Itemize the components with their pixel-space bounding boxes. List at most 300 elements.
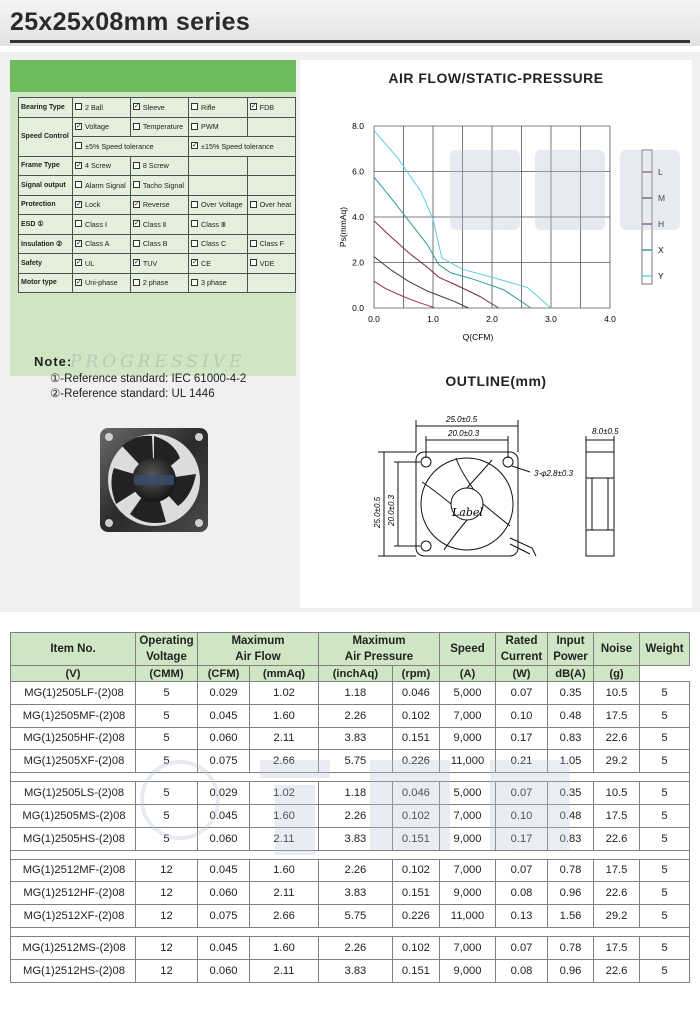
spec-row [19,195,296,215]
table-cell: 9,000 [440,727,496,750]
empty-box-icon [191,279,198,286]
legend-label: X [658,245,664,255]
checked-box-icon [75,240,82,247]
table-cell: 5 [136,827,198,850]
table-cell: 5 [136,682,198,705]
outline-hole [421,541,431,551]
spec-cell [73,137,189,157]
table-cell: 0.96 [548,882,594,905]
spec-label: Insulation ② [19,234,73,254]
spec-option-label: Alarm Signal [85,180,126,190]
table-cell: 2.11 [250,882,319,905]
checked-box-icon [133,220,140,227]
empty-box-icon [133,279,140,286]
header-line: Air Pressure [344,651,414,663]
model-number: MG(1)2512MS-(2)08 [11,936,136,959]
title-bar [0,0,700,46]
airflow-pressure-chart [300,90,692,350]
header-line: Current [500,651,543,663]
spec-cell [247,215,295,235]
table-cell: 0.151 [392,959,439,982]
table-cell: 2.26 [318,704,392,727]
spec-option-label: CE [201,258,212,268]
table-cell: 5 [136,750,198,773]
checked-box-icon [75,259,82,266]
table-cell: 0.226 [392,750,439,773]
legend-label: Y [658,271,664,281]
model-number: MG(1)2512HF-(2)08 [11,882,136,905]
checked-box-icon [75,279,82,286]
spec-row [19,254,296,274]
spec-cell [189,273,248,293]
outline-title: OUTLINE(mm) [445,373,547,389]
spec-option-label: Sleeve [142,102,165,112]
gap-cell [11,850,690,859]
x-tick-label: 1.0 [427,314,439,324]
table-cell: 0.83 [548,727,594,750]
x-axis-label: Q(CFM) [462,332,494,342]
spec-cell [73,117,131,137]
table-cell: 7,000 [440,936,496,959]
unit-cell: (V) [11,666,136,682]
spec-label: Signal output [19,176,73,196]
table-cell: 22.6 [594,727,640,750]
table-cell: 9,000 [440,959,496,982]
empty-box-icon [191,201,198,208]
spec-label: Safety [19,254,73,274]
spec-cell [73,273,131,293]
table-cell: 17.5 [594,936,640,959]
table-cell: 5 [640,782,690,805]
checked-box-icon [75,162,82,169]
spec-option-label: Tacho Signal [142,180,184,190]
col-pressure [318,633,439,666]
unit-cell: (A) [440,666,496,682]
dim-outer-width: 25.0±0.5 [446,415,478,424]
table-row [11,704,690,727]
spec-option-label: 3 phase [201,278,227,288]
table-cell: 17.5 [594,804,640,827]
spec-label: ESD ① [19,215,73,235]
table-cell: 0.151 [392,882,439,905]
table-cell: 5.75 [318,905,392,928]
unit-cell: (CFM) [198,666,250,682]
spec-option-label: 2 Ball [85,102,103,112]
table-cell: 0.046 [392,782,439,805]
spec-cell [247,176,295,196]
spec-cell [130,156,188,176]
table-cell: 0.17 [496,727,548,750]
table-cell: 11,000 [440,905,496,928]
spec-cell [130,234,188,254]
legend-label: M [658,193,666,203]
spec-label: Bearing Type [19,98,73,118]
title-divider [10,40,690,43]
spec-cell [73,215,131,235]
table-cell: 5,000 [440,782,496,805]
table-cell: 10.5 [594,782,640,805]
model-table [10,632,690,983]
table-cell: 1.02 [250,782,319,805]
dim-inner-height: 20.0±0.3 [387,494,396,526]
table-cell: 1.05 [548,750,594,773]
table-cell: 3.83 [318,727,392,750]
spec-table [18,97,296,293]
spec-cell [189,215,248,235]
table-cell: 9,000 [440,827,496,850]
outline-blades [422,458,510,550]
spec-label: Protection [19,195,73,215]
spec-row [19,98,296,118]
spec-row [19,273,296,293]
spec-cell [247,195,295,215]
table-cell: 2.26 [318,859,392,882]
legend-label: H [658,219,665,229]
y-tick-label: 4.0 [352,212,364,222]
table-cell: 0.78 [548,859,594,882]
y-tick-label: 2.0 [352,257,364,268]
spec-option-label: Rifle [201,102,216,112]
group-gap-row [11,773,690,782]
spec-cell [247,273,295,293]
unit-cell: (W) [496,666,548,682]
header-line: Operating [139,635,194,647]
spec-cell [73,195,131,215]
table-cell: 3.83 [318,882,392,905]
spec-cell [130,273,188,293]
table-cell: 0.060 [198,959,250,982]
table-row [11,782,690,805]
spec-option-label: ±5% Speed tolerance [85,141,154,151]
table-cell: 0.075 [198,750,250,773]
checked-box-icon [250,103,257,110]
units-row [11,666,690,682]
series-line-l [374,281,434,308]
table-cell: 7,000 [440,804,496,827]
x-tick-label: 2.0 [486,314,498,324]
table-cell: 0.96 [548,959,594,982]
col-item: Item No. [11,633,136,666]
table-row [11,905,690,928]
table-cell: 1.18 [318,682,392,705]
dim-holes: 3-φ2.8±0.3 [534,469,573,478]
table-cell: 2.11 [250,827,319,850]
table-cell: 0.78 [548,936,594,959]
table-cell: 0.060 [198,827,250,850]
table-cell: 5 [136,704,198,727]
table-cell: 0.83 [548,827,594,850]
model-number: MG(1)2505MF-(2)08 [11,704,136,727]
outline-frame [416,452,518,556]
table-cell: 0.151 [392,727,439,750]
table-cell: 0.21 [496,750,548,773]
header-line: Air Flow [235,651,281,663]
model-number: MG(1)2505HS-(2)08 [11,827,136,850]
spec-option-label: Class F [259,239,285,249]
table-cell: 5 [640,882,690,905]
table-cell: 17.5 [594,859,640,882]
empty-box-icon [75,181,82,188]
table-cell: 5 [640,682,690,705]
spec-cell [189,176,248,196]
table-cell: 5,000 [440,682,496,705]
table-cell: 0.045 [198,804,250,827]
y-tick-label: 8.0 [352,121,364,131]
x-tick-label: 4.0 [604,314,616,324]
col-voltage [136,633,198,666]
spec-option-label: Over Voltage [201,200,243,210]
fan-screw-hole [195,519,203,527]
col-current [496,633,548,666]
empty-box-icon [191,123,198,130]
outline-hole [421,457,431,467]
empty-box-icon [250,259,257,266]
empty-box-icon [133,162,140,169]
model-table-wrap [10,632,690,1006]
empty-box-icon [75,220,82,227]
table-cell: 2.11 [250,727,319,750]
spec-cell [189,98,248,118]
legend-label: L [658,167,663,177]
spec-label: Motor type [19,273,73,293]
table-row [11,750,690,773]
empty-box-icon [250,201,257,208]
table-cell: 0.35 [548,682,594,705]
spec-label: Frame Type [19,156,73,176]
table-cell: 22.6 [594,827,640,850]
note-line-2: ②-Reference standard: UL 1446 [50,388,215,400]
empty-box-icon [133,181,140,188]
spec-option-label: Temperature [142,122,184,132]
table-cell: 0.102 [392,804,439,827]
table-cell: 5 [640,936,690,959]
x-tick-label: 0.0 [368,314,380,324]
gap-cell [11,927,690,936]
empty-box-icon [191,240,198,247]
col-noise: Noise [594,633,640,666]
table-cell: 22.6 [594,882,640,905]
spec-option-label: UL [85,258,95,268]
table-cell: 17.5 [594,704,640,727]
table-cell: 0.045 [198,704,250,727]
table-cell: 5 [640,827,690,850]
table-row [11,827,690,850]
model-number: MG(1)2505LF-(2)08 [11,682,136,705]
table-cell: 12 [136,882,198,905]
table-cell: 0.102 [392,704,439,727]
spec-cell [247,98,295,118]
model-number: MG(1)2505LS-(2)08 [11,782,136,805]
table-cell: 0.029 [198,682,250,705]
spec-header-band [10,60,296,92]
table-cell: 0.17 [496,827,548,850]
spec-cell [130,176,188,196]
table-cell: 5 [640,727,690,750]
spec-option-label: 8 Screw [142,161,169,171]
table-cell: 3.83 [318,827,392,850]
spec-cell [189,195,248,215]
table-cell: 7,000 [440,704,496,727]
group-gap-row [11,850,690,859]
checked-box-icon [133,103,140,110]
table-cell: 0.075 [198,905,250,928]
table-cell: 2.66 [250,905,319,928]
spec-cell [130,254,188,274]
spec-option-label: ±15% Speed tolerance [201,141,274,151]
table-cell: 11,000 [440,750,496,773]
spec-option-label: Reverse [142,200,170,210]
table-cell: 3.83 [318,959,392,982]
spec-cell [73,98,131,118]
table-cell: 7,000 [440,859,496,882]
dim-inner-width: 20.0±0.3 [448,429,480,438]
checked-box-icon [133,259,140,266]
spec-cell [189,117,248,137]
model-number: MG(1)2512HS-(2)08 [11,959,136,982]
table-cell: 0.029 [198,782,250,805]
spec-option-label: 4 Screw [85,161,111,171]
gap-cell [11,773,690,782]
table-cell: 29.2 [594,905,640,928]
table-cell: 1.02 [250,682,319,705]
table-cell: 0.10 [496,704,548,727]
table-cell: 0.102 [392,859,439,882]
table-cell: 12 [136,936,198,959]
header-line: Rated [505,635,538,647]
spec-option-label: VDE [259,258,275,268]
spec-option-label: Over heat [259,200,292,210]
checked-box-icon [191,142,198,149]
table-cell: 5 [640,905,690,928]
spec-option-label: Class C [201,239,227,249]
spec-cell [189,137,296,157]
spec-cell [189,156,248,176]
spec-option-label: 2 phase [142,278,169,288]
checked-box-icon [133,201,140,208]
unit-cell: (CMM) [136,666,198,682]
table-cell: 29.2 [594,750,640,773]
col-airflow [198,633,319,666]
table-cell: 1.60 [250,859,319,882]
table-cell: 5 [640,804,690,827]
table-cell: 1.60 [250,804,319,827]
col-speed: Speed [440,633,496,666]
table-cell: 2.26 [318,804,392,827]
table-cell: 0.060 [198,727,250,750]
x-tick-label: 3.0 [545,314,557,324]
table-cell: 1.60 [250,704,319,727]
table-cell: 5 [136,804,198,827]
spec-option-label: Lock [85,200,101,210]
fan-screw-hole [105,433,113,441]
table-cell: 0.045 [198,936,250,959]
spec-cell [73,176,131,196]
spec-option-label: TUV [142,258,158,268]
unit-cell: dB(A) [548,666,594,682]
table-cell: 0.08 [496,959,548,982]
table-cell: 0.13 [496,905,548,928]
table-row [11,727,690,750]
checked-box-icon [75,201,82,208]
table-cell: 0.07 [496,682,548,705]
table-cell: 12 [136,905,198,928]
table-cell: 0.48 [548,804,594,827]
unit-cell: (rpm) [392,666,439,682]
table-cell: 12 [136,959,198,982]
empty-box-icon [191,220,198,227]
spec-cell [130,117,188,137]
empty-box-icon [133,240,140,247]
table-cell: 5 [640,959,690,982]
spec-option-label: Class B [142,239,168,249]
table-row [11,936,690,959]
spec-cell [247,156,295,176]
dim-depth: 8.0±0.5 [592,427,619,436]
spec-panel [10,60,296,400]
spec-cell [73,254,131,274]
spec-option-label: Class Ⅱ [142,219,167,229]
spec-option-label: Class A [85,239,110,249]
table-cell: 0.48 [548,704,594,727]
spec-row [19,234,296,254]
spec-row [19,117,296,137]
table-cell: 0.102 [392,936,439,959]
note-line-1: ①-Reference standard: IEC 61000-4-2 [50,373,247,385]
table-cell: 0.35 [548,782,594,805]
table-cell: 0.07 [496,782,548,805]
spec-cell [247,117,295,137]
empty-box-icon [75,103,82,110]
progressive-watermark: PROGRESSIVE [70,352,246,372]
model-number: MG(1)2505HF-(2)08 [11,727,136,750]
table-cell: 5 [640,859,690,882]
table-cell: 0.10 [496,804,548,827]
outline-label-text: Label [452,506,483,519]
header-line: Voltage [146,651,187,663]
group-gap-row [11,927,690,936]
table-row [11,682,690,705]
spec-cell [73,156,131,176]
y-tick-label: 0.0 [352,303,364,313]
table-cell: 1.56 [548,905,594,928]
model-number: MG(1)2505MS-(2)08 [11,804,136,827]
table-cell: 0.226 [392,905,439,928]
spec-cell [247,254,295,274]
spec-cell [247,234,295,254]
table-cell: 0.07 [496,859,548,882]
spec-cell [130,215,188,235]
outline-hole [503,457,513,467]
table-cell: 5 [136,727,198,750]
spec-cell [189,234,248,254]
spec-option-label: Class Ⅰ [85,219,108,229]
spec-option-label: Class Ⅲ [201,219,226,229]
unit-cell: (mmAq) [250,666,319,682]
checked-box-icon [191,259,198,266]
empty-box-icon [133,123,140,130]
model-number: MG(1)2512MF-(2)08 [11,859,136,882]
table-cell: 0.060 [198,882,250,905]
outline-side-view [586,452,614,556]
spec-row [19,215,296,235]
table-cell: 12 [136,859,198,882]
empty-box-icon [250,240,257,247]
table-cell: 5 [640,750,690,773]
y-tick-label: 6.0 [352,166,364,177]
spec-cell [130,195,188,215]
outline-opening [421,458,513,550]
model-number: MG(1)2512XF-(2)08 [11,905,136,928]
